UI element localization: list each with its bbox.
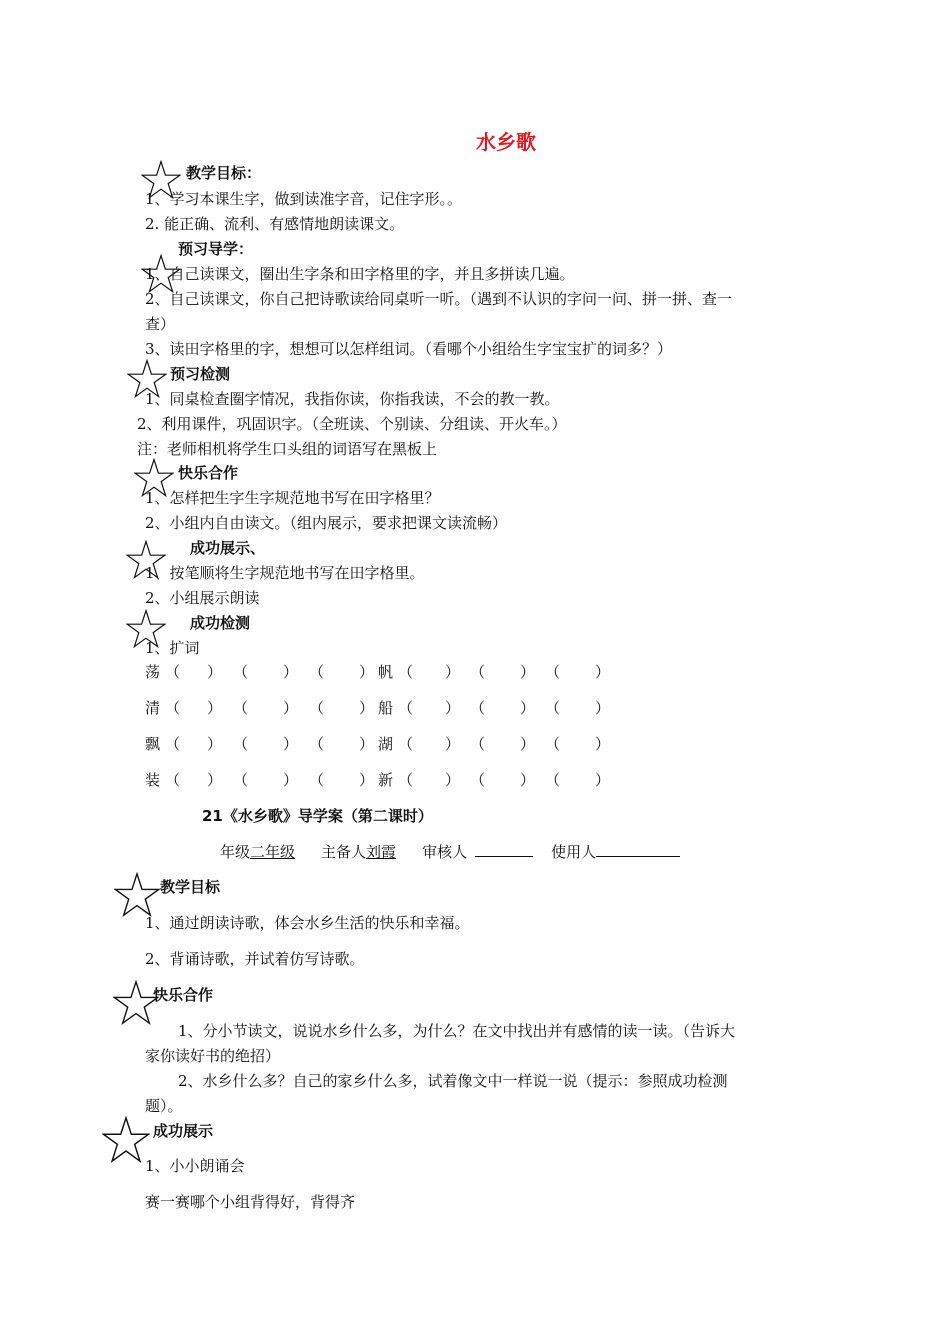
section-heading-goals: 教学目标： — [186, 164, 262, 182]
word-char: 新 — [378, 771, 394, 789]
test-item-1: 1、扩词 — [145, 639, 200, 657]
document-title: 水乡歌 — [476, 130, 536, 154]
paren-close: ） — [359, 699, 375, 717]
show2-item-2: 赛一赛哪个小组背得好，背得齐 — [145, 1193, 356, 1211]
section-heading-coop-2: 快乐合作 — [153, 986, 214, 1004]
user-label: 使用人 — [551, 843, 597, 861]
paren-open: （ — [165, 771, 181, 789]
paren-open: （ — [398, 771, 414, 789]
goal2-item-1: 1、通过朗读诗歌，体会水乡生活的快乐和幸福。 — [145, 914, 470, 932]
lesson-subtitle: 21《水乡歌》导学案（第二课时） — [202, 807, 433, 825]
word-char: 清 — [145, 699, 161, 717]
paren-close: ） — [595, 699, 611, 717]
paren-open: （ — [165, 735, 181, 753]
preparer-label: 主备人 — [321, 843, 367, 861]
paren-open: （ — [398, 663, 414, 681]
grade-value: 二年级 — [250, 843, 296, 861]
paren-open: （ — [398, 699, 414, 717]
paren-close: ） — [595, 771, 611, 789]
paren-open: （ — [545, 699, 561, 717]
section-heading-test: 成功检测 — [190, 614, 251, 632]
paren-open: （ — [233, 663, 249, 681]
paren-open: （ — [470, 735, 486, 753]
word-char: 荡 — [145, 663, 161, 681]
section-heading-check: 预习检测 — [170, 365, 231, 383]
word-char: 湖 — [378, 735, 394, 753]
goal-item-2: 2. 能正确、流利、有感情地朗读课文。 — [145, 215, 405, 233]
goal2-item-2: 2、背诵诗歌，并试着仿写诗歌。 — [145, 950, 365, 968]
paren-close: ） — [445, 735, 461, 753]
check-item-2: 2、利用课件，巩固识字。（全班读、个别读、分组读、开火车。） — [137, 415, 567, 433]
paren-open: （ — [233, 699, 249, 717]
paren-close: ） — [207, 663, 223, 681]
check-note: 注：老师相机将学生口头组的词语写在黑板上 — [137, 440, 438, 458]
show2-item-1: 1、小小朗诵会 — [145, 1157, 245, 1175]
paren-close: ） — [595, 735, 611, 753]
paren-close: ） — [520, 735, 536, 753]
coop-item-2: 2、小组内自由读文。（组内展示，要求把课文读流畅） — [145, 514, 508, 532]
preview-item-2: 2、自己读课文，你自己把诗歌读给同桌听一听。（遇到不认识的字问一问、拼一拼、查一 — [145, 290, 733, 308]
paren-close: ） — [595, 663, 611, 681]
paren-close: ） — [520, 699, 536, 717]
paren-close: ） — [359, 663, 375, 681]
check-item-1: 1、同桌检查圈字情况，我指你读，你指我读，不会的教一教。 — [145, 390, 560, 408]
paren-open: （ — [470, 663, 486, 681]
paren-open: （ — [309, 663, 325, 681]
show-item-2: 2、小组展示朗读 — [145, 589, 260, 607]
star-icon — [102, 1116, 150, 1164]
paren-close: ） — [359, 735, 375, 753]
word-char: 帆 — [378, 663, 394, 681]
preview-item-1: 1、自己读课文，圈出生字条和田字格里的字，并且多拼读几遍。 — [145, 265, 575, 283]
paren-close: ） — [207, 699, 223, 717]
coop2-item-2-cont: 题）。 — [145, 1097, 183, 1115]
coop2-item-1-cont: 家你读好书的绝招） — [145, 1047, 281, 1065]
preview-item-3: 3、读田字格里的字，想想可以怎样组词。（看哪个小组给生字宝宝扩的词多？） — [145, 340, 673, 358]
preparer-value: 刘霞 — [366, 843, 397, 861]
section-heading-preview: 预习导学： — [178, 240, 254, 258]
paren-open: （ — [309, 735, 325, 753]
paren-open: （ — [233, 735, 249, 753]
word-char: 飘 — [145, 735, 161, 753]
paren-close: ） — [207, 771, 223, 789]
paren-close: ） — [283, 735, 299, 753]
coop2-item-2: 2、水乡什么多？自己的家乡什么多，试着像文中一样说一说（提示：参照成功检测 — [178, 1072, 728, 1090]
paren-open: （ — [545, 771, 561, 789]
paren-open: （ — [309, 699, 325, 717]
goal-item-1: 1、学习本课生字，做到读准字音，记住字形。。 — [145, 190, 463, 208]
reviewer-label: 审核人 — [422, 843, 468, 861]
word-char: 装 — [145, 771, 161, 789]
show-item-1: 1、按笔顺将生字规范地书写在田字格里。 — [145, 564, 425, 582]
paren-open: （ — [470, 771, 486, 789]
preview-item-2-cont: 查） — [145, 315, 176, 333]
paren-close: ） — [283, 771, 299, 789]
star-icon — [114, 872, 160, 918]
reviewer-blank — [475, 842, 533, 857]
coop2-item-1: 1、分小节读文，说说水乡什么多，为什么？在文中找出并有感情的读一读。（告诉大 — [178, 1022, 736, 1040]
coop-item-1: 1、怎样把生字生字规范地书写在田字格里？ — [145, 489, 440, 507]
paren-close: ） — [520, 663, 536, 681]
paren-close: ） — [283, 699, 299, 717]
section-heading-goals-2: 教学目标 — [160, 878, 221, 896]
word-char: 船 — [378, 699, 394, 717]
paren-close: ） — [520, 771, 536, 789]
user-blank — [596, 842, 680, 857]
paren-open: （ — [545, 735, 561, 753]
paren-open: （ — [165, 699, 181, 717]
paren-open: （ — [398, 735, 414, 753]
paren-open: （ — [165, 663, 181, 681]
paren-open: （ — [470, 699, 486, 717]
staff-line — [220, 842, 680, 862]
grade-label: 年级 — [220, 843, 251, 861]
paren-close: ） — [445, 663, 461, 681]
paren-close: ） — [445, 699, 461, 717]
section-heading-show: 成功展示、 — [190, 539, 266, 557]
section-heading-coop: 快乐合作 — [178, 464, 239, 482]
paren-open: （ — [309, 771, 325, 789]
paren-close: ） — [283, 663, 299, 681]
paren-open: （ — [233, 771, 249, 789]
paren-close: ） — [445, 771, 461, 789]
paren-close: ） — [207, 735, 223, 753]
paren-open: （ — [545, 663, 561, 681]
paren-close: ） — [359, 771, 375, 789]
section-heading-show-2: 成功展示 — [153, 1122, 214, 1140]
